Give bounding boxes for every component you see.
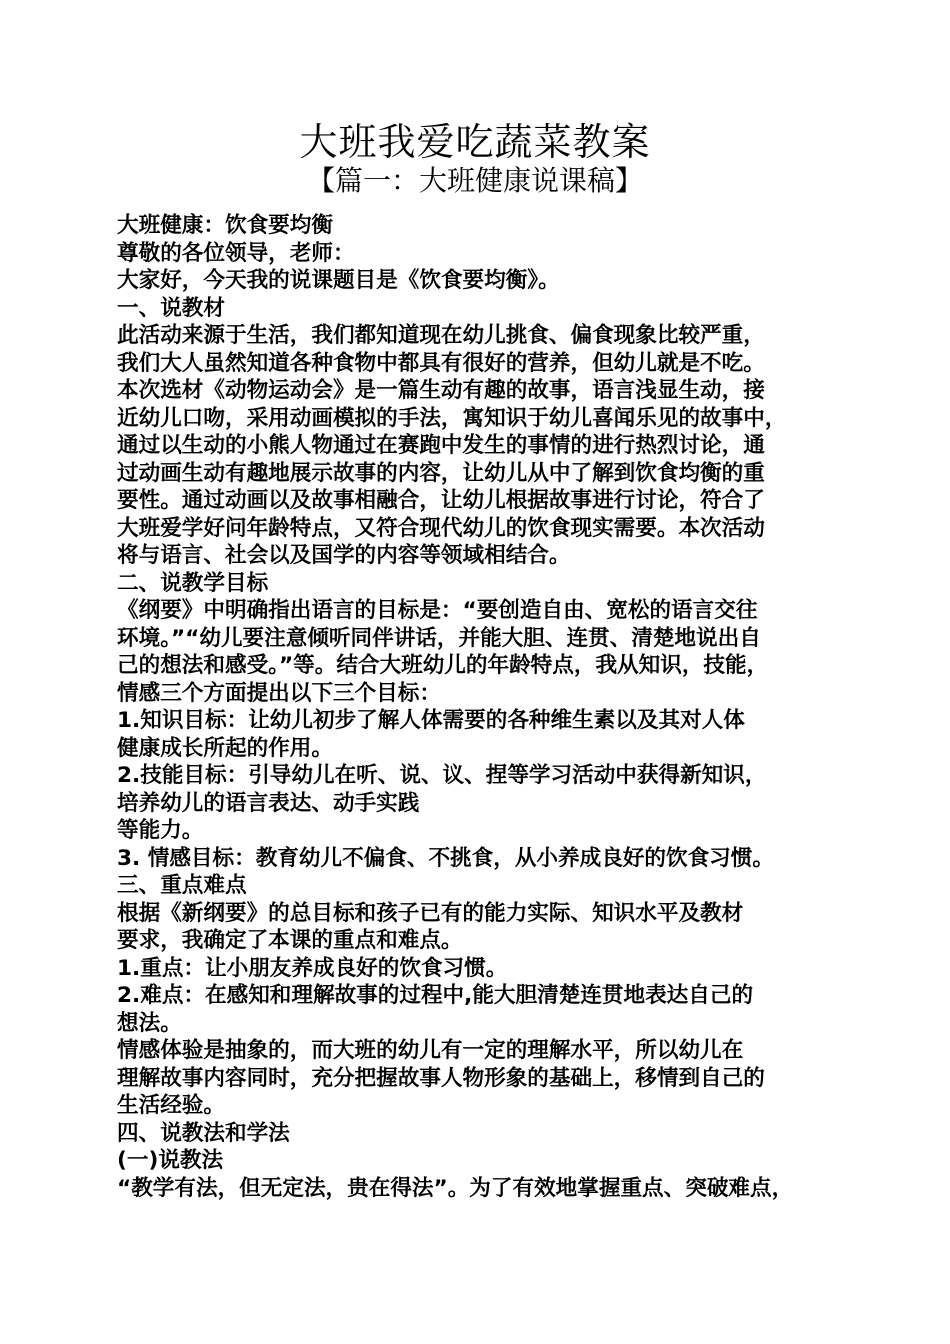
text-line: 将与语言、社会以及国学的内容等领域相结合。 [117, 543, 571, 568]
text-line: 等能力。 [117, 818, 204, 843]
text-line: 大班爱学好问年龄特点，又符合现代幼儿的饮食现实需要。本次活动 [117, 515, 765, 541]
text-line: 健康成长所起的作用。 [117, 735, 333, 761]
text-line: 通过以生动的小熊人物通过在赛跑中发生的事情的进行热烈讨论，通 [117, 433, 765, 458]
document-title: 大班我爱吃蔬菜教案 [299, 120, 651, 164]
text-line: 1.重点：让小朋友养成良好的饮食习惯。 [117, 955, 508, 981]
text-line: 过动画生动有趣地展示故事的内容，让幼儿从中了解到饮食均衡的重 [117, 460, 765, 486]
text-line: 本次选材《动物运动会》是一篇生动有趣的故事，语言浅显生动，接 [117, 378, 765, 403]
document-body [117, 212, 847, 1202]
text-line: 大班健康：饮食要均衡 [117, 213, 333, 238]
text-line: 想法。 [117, 1010, 182, 1036]
text-line: 环境。”“幼儿要注意倾听同伴讲话，并能大胆、连贯、清楚地说出自 [117, 625, 761, 651]
text-line: 《纲要》中明确指出语言的目标是：“要创造自由、宽松的语言交往 [117, 598, 758, 623]
section-heading: 二、说教学目标 [117, 570, 269, 596]
text-line: 此活动来源于生活，我们都知道现在幼儿挑食、偏食现象比较严重， [117, 323, 765, 348]
text-line: 2.难点：在感知和理解故事的过程中,能大胆清楚连贯地表达自己的 [117, 983, 754, 1008]
text-line: 要求，我确定了本课的重点和难点。 [117, 928, 463, 953]
text-line: 己的想法和感受。”等。结合大班幼儿的年龄特点，我从知识，技能， [117, 653, 769, 678]
section-heading: 三、重点难点 [117, 873, 247, 898]
text-line: 要性。通过动画以及故事相融合，让幼儿根据故事进行讨论，符合了 [117, 488, 765, 513]
text-line: 情感体验是抽象的，而大班的幼儿有一定的理解水平，所以幼儿在 [117, 1038, 744, 1063]
text-line: 2.技能目标：引导幼儿在听、说、议、捏等学习活动中获得新知识， [117, 763, 767, 788]
section-heading: 一、说教材 [117, 295, 225, 321]
text-line: 情感三个方面提出以下三个目标： [117, 680, 441, 706]
subsection-heading: (一)说教法 [117, 1148, 224, 1173]
text-line: 3. 情感目标：教育幼儿不偏食、不挑食，从小养成良好的饮食习惯。 [117, 845, 774, 871]
text-line: 1.知识目标：让幼儿初步了解人体需要的各种维生素以及其对人体 [117, 708, 745, 733]
text-line: 大家好，今天我的说课题目是《饮食要均衡》。 [117, 268, 560, 293]
document-subtitle: 【篇一：大班健康说课稿】 [306, 164, 643, 197]
text-line: 我们大人虽然知道各种食物中都具有很好的营养，但幼儿就是不吃。 [117, 350, 765, 376]
text-line: 理解故事内容同时，充分把握故事人物形象的基础上，移情到自己的 [117, 1065, 765, 1091]
text-line: 培养幼儿的语言表达、动手实践 [117, 790, 420, 816]
text-line: 近幼儿口吻，采用动画模拟的手法，寓知识于幼儿喜闻乐见的故事中， [117, 405, 787, 431]
text-line: 根据《新纲要》的总目标和孩子已有的能力实际、知识水平及教材 [117, 900, 744, 926]
text-line: “教学有法，但无定法，贵在得法”。为了有效地掌握重点、突破难点， [117, 1175, 794, 1201]
text-line: 尊敬的各位领导，老师： [117, 240, 355, 266]
section-heading: 四、说教法和学法 [117, 1120, 290, 1146]
text-line: 生活经验。 [117, 1093, 225, 1118]
